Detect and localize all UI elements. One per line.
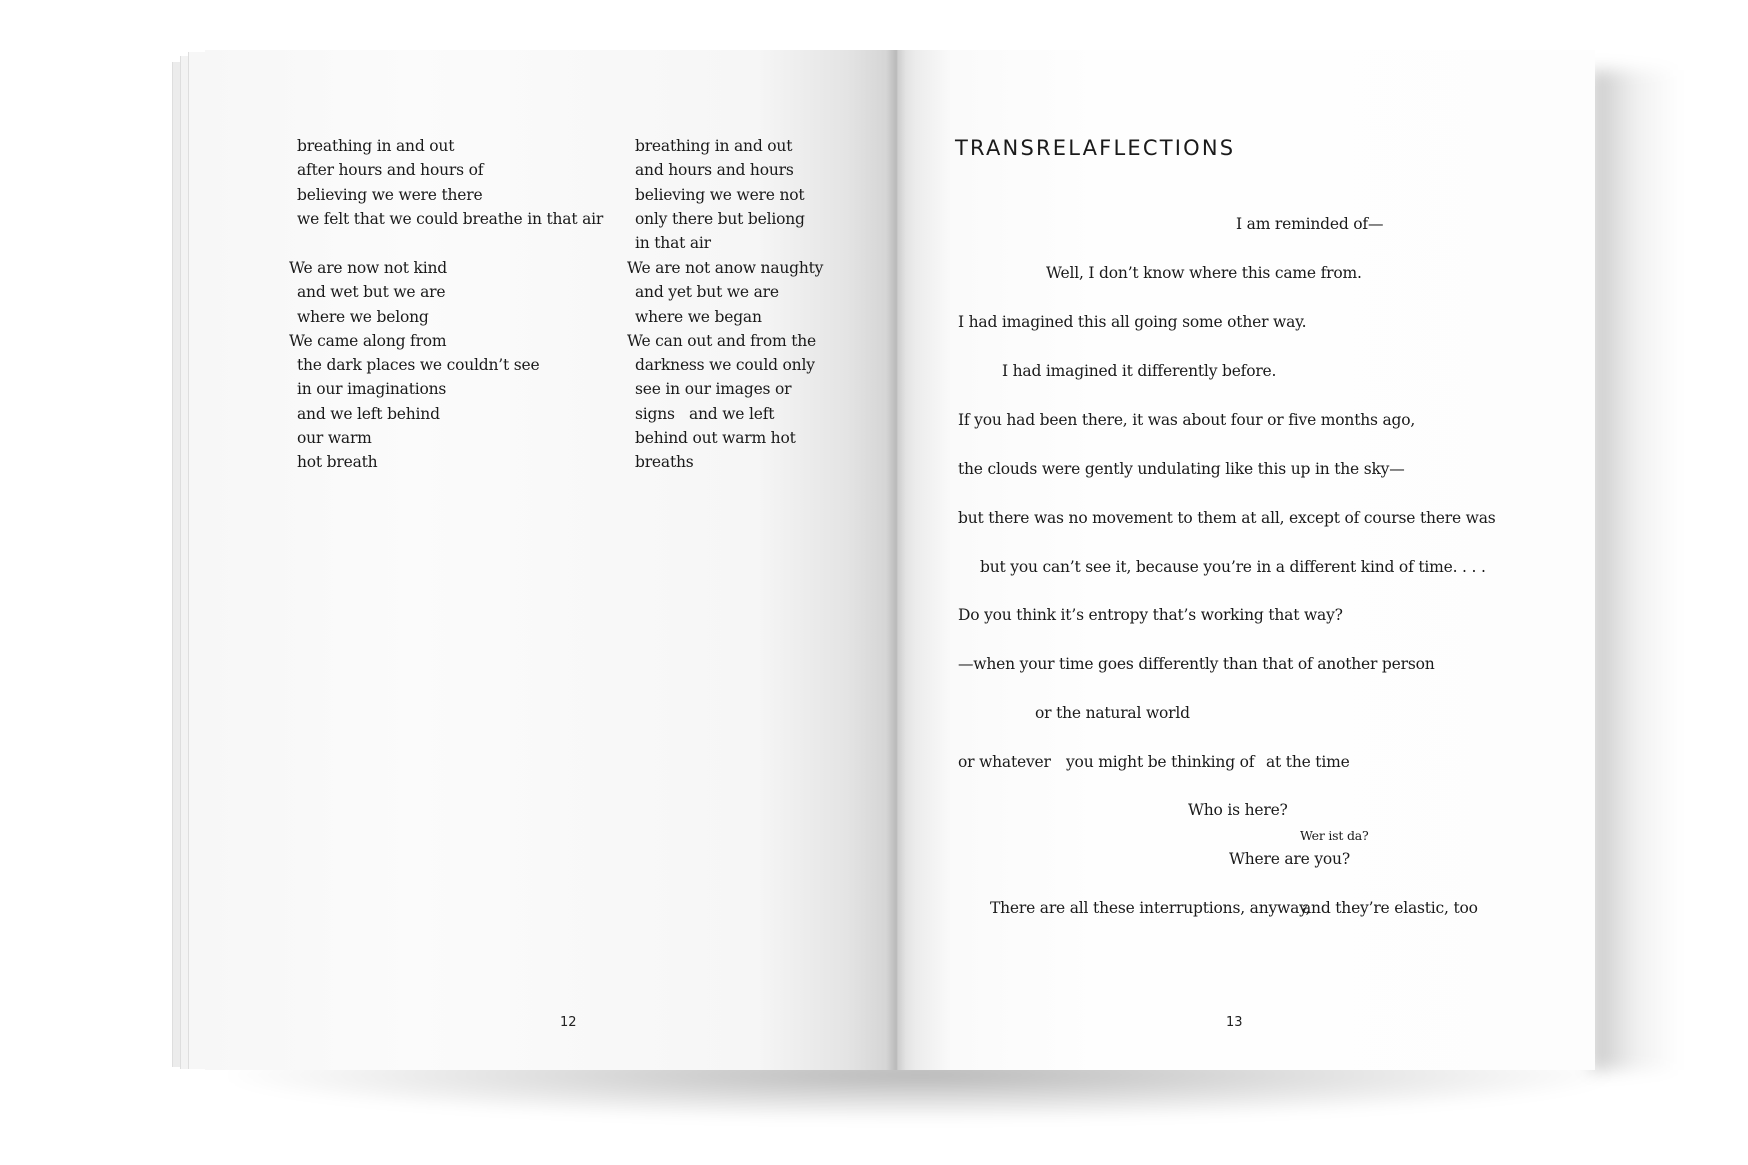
poem-line: only there but beliong bbox=[635, 210, 805, 228]
poem-line: signs and we left bbox=[635, 405, 775, 423]
poem-line: after hours and hours of bbox=[297, 161, 484, 179]
poem-line: or the natural world bbox=[1035, 704, 1190, 722]
poem-line: I am reminded of— bbox=[1236, 215, 1384, 233]
poem-line: breathing in and out bbox=[635, 137, 793, 155]
poem-line: —when your time goes differently than that of another person bbox=[958, 655, 1435, 673]
page-number-right: 13 bbox=[1226, 1015, 1243, 1030]
poem-line: see in our images or bbox=[635, 380, 792, 398]
poem-line: We are now not kind bbox=[289, 259, 447, 277]
poem-line: or whatever bbox=[958, 753, 1051, 771]
poem-line: you might be thinking of bbox=[1066, 753, 1255, 771]
poem-line: hot breath bbox=[297, 453, 378, 471]
poem-line: I had imagined this all going some other way. bbox=[958, 313, 1307, 331]
poem-line: breaths bbox=[635, 453, 694, 471]
poem-line: We can out and from the bbox=[627, 332, 817, 350]
poem-line: but you can’t see it, because you’re in a different kind of time. . . . bbox=[980, 558, 1486, 576]
poem-line: We are not anow naughty bbox=[627, 259, 824, 277]
poem-line: in that air bbox=[635, 234, 711, 252]
poem-line: We came along from bbox=[289, 332, 447, 350]
poem-line: but there was no movement to them at all, except of course there was bbox=[958, 509, 1496, 527]
poem-line: Where are you? bbox=[1229, 850, 1350, 868]
poem-line: we felt that we could breathe in that air bbox=[297, 210, 604, 228]
poem-line: darkness we could only bbox=[635, 356, 815, 374]
poem-line: breathing in and out bbox=[297, 137, 455, 155]
poem-line: at the time bbox=[1266, 753, 1350, 771]
book-side-shadow bbox=[1590, 70, 1680, 1070]
poem-line: believing we were there bbox=[297, 186, 483, 204]
poem-line: There are all these interruptions, anyway, bbox=[990, 899, 1311, 917]
poem-line: and wet but we are bbox=[297, 283, 446, 301]
poem-title: TRANSRELAFLECTIONS bbox=[955, 136, 1236, 160]
poem-line: behind out warm hot bbox=[635, 429, 796, 447]
poem-line: the dark places we couldn’t see bbox=[297, 356, 540, 374]
poem-line: Do you think it’s entropy that’s working that way? bbox=[958, 606, 1343, 624]
poem-line: I had imagined it differently before. bbox=[1002, 362, 1277, 380]
poem-line: If you had been there, it was about four or five months ago, bbox=[958, 411, 1416, 429]
book-gutter bbox=[886, 50, 906, 1070]
poem-line: Wer ist da? bbox=[1300, 828, 1369, 843]
poem-line: where we belong bbox=[297, 308, 429, 326]
page-number-left: 12 bbox=[560, 1015, 577, 1030]
poem-line: Well, I don’t know where this came from. bbox=[1046, 264, 1362, 282]
poem-line: and hours and hours bbox=[635, 161, 794, 179]
poem-line: the clouds were gently undulating like this up in the sky— bbox=[958, 460, 1405, 478]
poem-line: and we left behind bbox=[297, 405, 440, 423]
poem-line: and they’re elastic, too bbox=[1302, 899, 1478, 917]
poem-line: our warm bbox=[297, 429, 372, 447]
poem-line: Who is here? bbox=[1188, 801, 1288, 819]
poem-line: in our imaginations bbox=[297, 380, 447, 398]
poem-line: where we began bbox=[635, 308, 762, 326]
poem-line: believing we were not bbox=[635, 186, 805, 204]
poem-line: and yet but we are bbox=[635, 283, 779, 301]
